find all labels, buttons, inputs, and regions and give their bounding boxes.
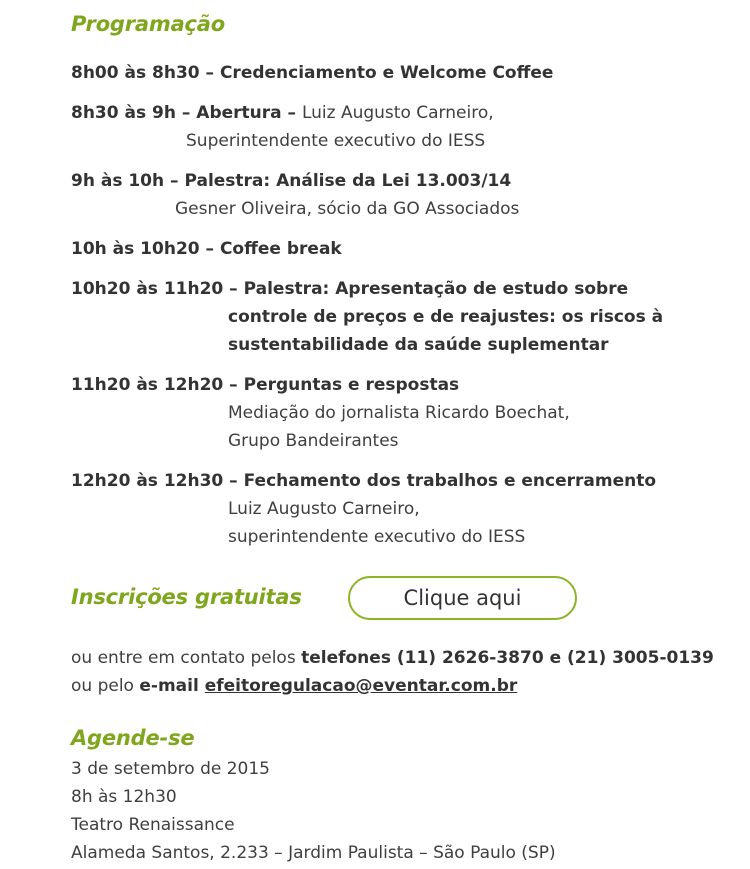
schedule-time: 11h20 às 12h20 – bbox=[71, 375, 244, 395]
contact-phone-line bbox=[71, 644, 714, 672]
schedule-heading-cont: controle de preços e de reajustes: os riscos à bbox=[228, 307, 664, 327]
email-label: e-mail bbox=[139, 676, 205, 696]
schedule-time: 10h às 10h20 – bbox=[71, 239, 220, 259]
schedule-item bbox=[71, 167, 519, 223]
schedule-time: 8h30 às 9h – bbox=[71, 103, 197, 123]
schedule-heading-cont: sustentabilidade da saúde suplementar bbox=[228, 335, 609, 355]
registration-title: Inscrições gratuitas bbox=[71, 585, 302, 609]
schedule-heading: Coffee break bbox=[219, 239, 342, 259]
schedule-speaker: Gesner Oliveira, sócio da GO Associados bbox=[175, 199, 520, 219]
register-button[interactable]: Clique aqui bbox=[348, 576, 577, 620]
schedule-speaker-role: superintendente executivo do IESS bbox=[228, 527, 526, 547]
schedule-speaker: Luiz Augusto Carneiro, bbox=[301, 103, 494, 123]
contact-prefix: ou entre em contato pelos bbox=[71, 648, 302, 668]
schedule-speaker-role: Superintendente executivo do IESS bbox=[186, 131, 486, 151]
agenda-venue: Teatro Renaissance bbox=[71, 815, 235, 835]
schedule-time: 8h00 às 8h30 – bbox=[71, 63, 220, 83]
schedule-speaker: Mediação do jornalista Ricardo Boechat, bbox=[228, 403, 570, 423]
contact-prefix: ou pelo bbox=[71, 676, 140, 696]
contact-info bbox=[71, 644, 714, 700]
agenda-details bbox=[71, 755, 556, 867]
schedule-item bbox=[71, 467, 656, 551]
agenda-time: 8h às 12h30 bbox=[71, 787, 177, 807]
agenda-title: Agende-se bbox=[71, 726, 195, 750]
schedule-time: 10h20 às 11h20 – bbox=[71, 279, 244, 299]
schedule-time: 9h às 10h – bbox=[71, 171, 185, 191]
agenda-address: Alameda Santos, 2.233 – Jardim Paulista – São Paulo (SP) bbox=[71, 843, 556, 863]
schedule-speaker: Luiz Augusto Carneiro, bbox=[228, 499, 420, 519]
contact-email-line bbox=[71, 672, 714, 700]
schedule-heading: Credenciamento e Welcome Coffee bbox=[219, 63, 554, 83]
schedule-title: Programação bbox=[71, 12, 225, 36]
schedule-item bbox=[71, 371, 570, 455]
schedule-speaker-role: Grupo Bandeirantes bbox=[228, 431, 399, 451]
schedule-item bbox=[71, 235, 342, 263]
schedule-heading: Palestra: Apresentação de estudo sobre bbox=[243, 279, 629, 299]
schedule-heading: Abertura – bbox=[196, 103, 302, 123]
schedule-item bbox=[71, 275, 663, 359]
schedule-heading: Fechamento dos trabalhos e encerramento bbox=[243, 471, 657, 491]
schedule-item bbox=[71, 59, 553, 87]
schedule-item bbox=[71, 99, 494, 155]
contact-phones: telefones (11) 2626-3870 e (21) 3005-0139 bbox=[301, 648, 714, 668]
schedule-heading: Perguntas e respostas bbox=[243, 375, 460, 395]
schedule-heading: Palestra: Análise da Lei 13.003/14 bbox=[184, 171, 512, 191]
agenda-date: 3 de setembro de 2015 bbox=[71, 759, 271, 779]
email-link[interactable]: efeitoregulacao@eventar.com.br bbox=[204, 676, 518, 696]
schedule-time: 12h20 às 12h30 – bbox=[71, 471, 244, 491]
